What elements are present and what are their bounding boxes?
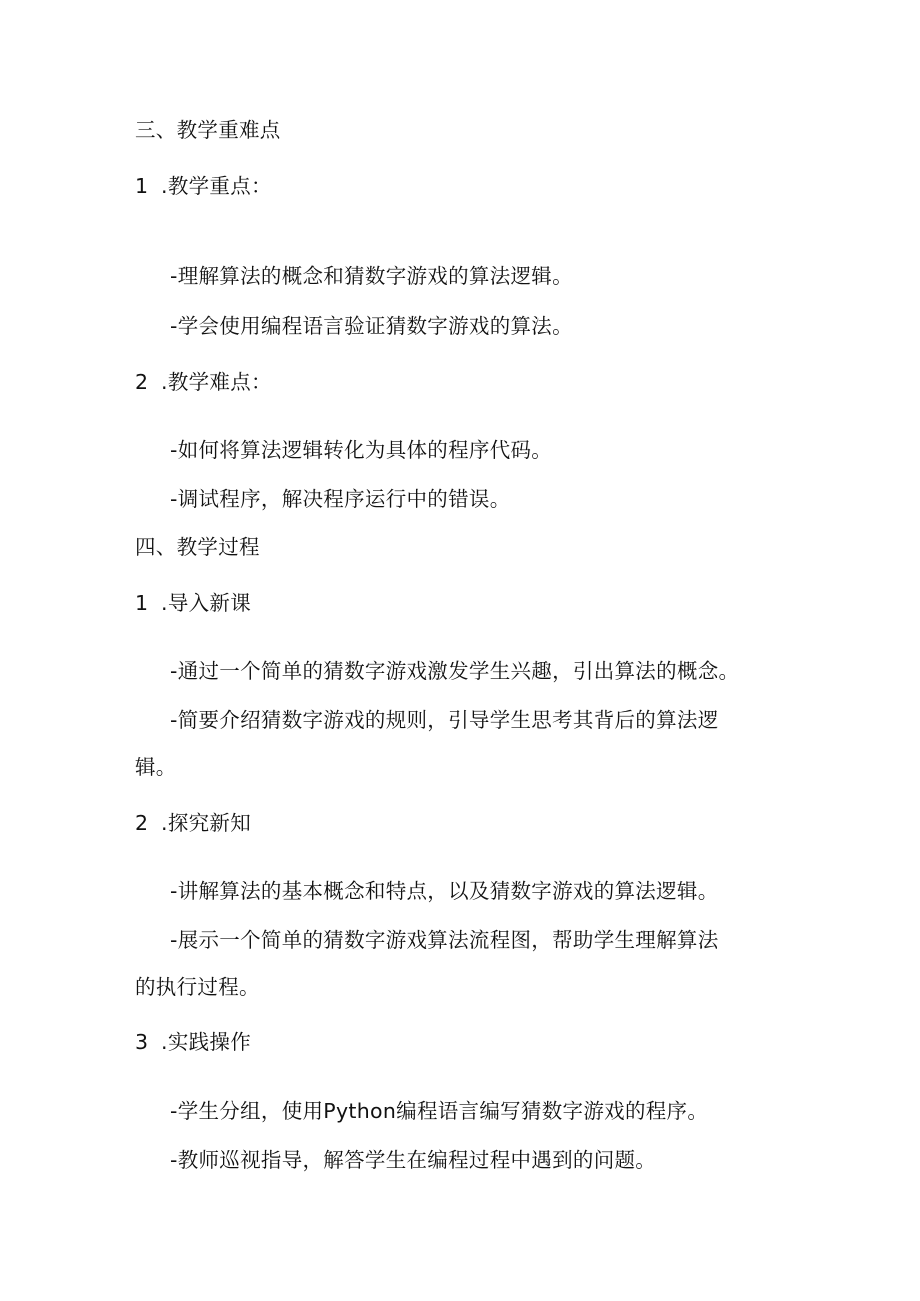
item-number: 1 [135,174,149,198]
item-number: 2 [135,370,149,394]
bullet-line: -讲解算法的基本概念和特点，以及猜数字游戏的算法逻辑。 [170,879,719,903]
bullet-line: -简要介绍猜数字游戏的规则，引导学生思考其背后的算法逻 [170,708,719,732]
item-label: .教学重点： [161,174,272,198]
continuation-line: 辑。 [135,755,177,779]
bullet-line: -如何将算法逻辑转化为具体的程序代码。 [170,438,553,462]
item-label: .教学难点： [161,370,272,394]
numbered-item [135,1027,251,1057]
numbered-item [135,588,251,618]
numbered-item [135,808,251,838]
bullet-line: -调试程序，解决程序运行中的错误。 [170,487,511,511]
section-heading: 四、教学过程 [135,535,260,559]
item-number: 2 [135,811,149,835]
item-number: 3 [135,1030,149,1054]
section-heading: 三、教学重难点 [135,118,281,142]
item-number: 1 [135,591,149,615]
bullet-line: -通过一个简单的猜数字游戏激发学生兴趣，引出算法的概念。 [170,659,740,683]
bullet-line: -学会使用编程语言验证猜数字游戏的算法。 [170,314,573,338]
bullet-line: -展示一个简单的猜数字游戏算法流程图，帮助学生理解算法 [170,928,719,952]
bullet-line: -理解算法的概念和猜数字游戏的算法逻辑。 [170,264,573,288]
item-label: .实践操作 [161,1030,252,1054]
continuation-line: 的执行过程。 [135,975,260,999]
numbered-item [135,367,272,397]
numbered-item [135,171,272,201]
bullet-line: -教师巡视指导，解答学生在编程过程中遇到的问题。 [170,1148,657,1172]
item-label: .探究新知 [161,811,252,835]
bullet-line: -学生分组，使用Python编程语言编写猜数字游戏的程序。 [170,1099,709,1123]
item-label: .导入新课 [161,591,252,615]
